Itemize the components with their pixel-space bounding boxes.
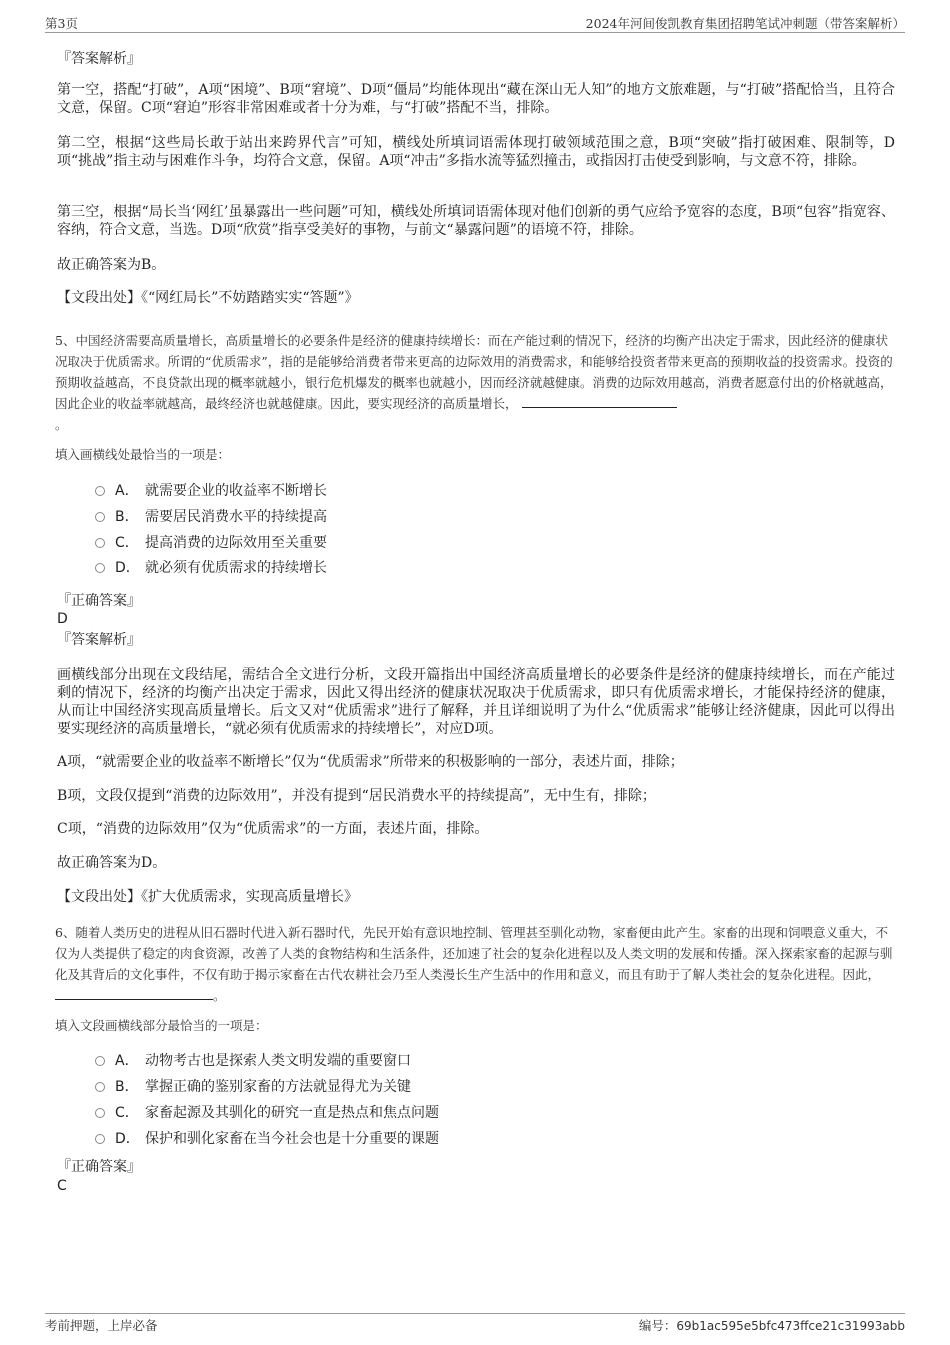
q6-correct-answer: C: [57, 1178, 67, 1194]
page-header: [45, 14, 905, 33]
q5-blank: [522, 393, 677, 408]
radio-icon[interactable]: [95, 1082, 105, 1092]
radio-icon[interactable]: [95, 538, 105, 548]
q5-analysis-para4: C项，“消费的边际效用”仅为“优质需求”的一方面，表述片面，排除。: [57, 821, 489, 837]
q4-analysis-para1: 第一空，搭配“打破”，A项“困境”、B项“窘境”、D项“僵局”均能体现出“藏在深山无人知”的地方文旅难题，与“打破”搭配恰当，且符合文意，保留。C项“窘迫”形容非常困难或者十分为难，与“打破”搭配不当，排除。: [57, 82, 895, 116]
page-footer: [45, 1313, 905, 1334]
q5-analysis-para3: B项，文段仅提到“消费的边际效用”，并没有提到“居民消费水平的持续提高”，无中生有，排除；: [57, 788, 656, 804]
q5-analysis-label: 『答案解析』: [57, 632, 141, 648]
q6-option-b[interactable]: B． 掌握正确的鉴别家畜的方法就显得尤为关键: [95, 1078, 411, 1096]
q6-stem-text: 6、随着人类历史的进程从旧石器时代进入新石器时代，先民开始有意识地控制、管理甚至驯化动物，家畜便由此产生。家畜的出现和饲喂意义重大，不仅为人类提供了稳定的肉食资源，改善了人类的食物结构和生活条件，还加速了社会的复杂化进程以及人类文明的发展和传播。深入探索家畜的起源与驯化及其背后的文化事件，不仅有助于揭示家畜在古代农耕社会乃至人类漫长生产生活中的作用和意义，而且有助于了解人类社会的复杂化进程。因此，: [55, 925, 893, 982]
radio-icon[interactable]: [95, 1108, 105, 1118]
q6-prompt: 填入文段画横线部分最恰当的一项是：: [55, 1018, 268, 1033]
q5-correct-label: 『正确答案』: [57, 593, 141, 609]
q6-stem: [55, 922, 897, 1006]
q5-option-c[interactable]: C． 提高消费的边际效用至关重要: [95, 534, 327, 552]
radio-icon[interactable]: [95, 563, 105, 573]
q5-conclusion: 故正确答案为D。: [57, 855, 167, 871]
q6-option-d[interactable]: D． 保护和驯化家畜在当今社会也是十分重要的课题: [95, 1130, 439, 1148]
footer-slogan: 考前押题，上岸必备: [45, 1318, 158, 1333]
q4-analysis-para3: 第三空，根据“局长当‘网红’虽暴露出一些问题”可知，横线处所填词语需体现对他们创新的勇气应给予宽容的态度，B项“包容”指宽容、容纳，符合文意，当选。D项“欣赏”指享受美好的事物，与前文“暴露问题”的语境不符，排除。: [57, 204, 895, 238]
q4-analysis-para2: 第二空，根据“这些局长敢于站出来跨界代言”可知，横线处所填词语需体现打破领域范围之意，B项“突破”指打破困难、限制等，D项“挑战”指主动与困难作斗争，均符合文意，保留。A项“冲击”多指水流等猛烈撞击，或指因打击使受到影响，与文意不符，排除。: [57, 135, 895, 169]
footer-code: [639, 1316, 905, 1334]
q5-option-b[interactable]: B． 需要居民消费水平的持续提高: [95, 508, 327, 526]
radio-icon[interactable]: [95, 486, 105, 496]
radio-icon[interactable]: [95, 1134, 105, 1144]
q5-analysis-para1: 画横线部分出现在文段结尾，需结合全文进行分析，文段开篇指出中国经济高质量增长的必要条件是经济的健康持续增长，而在产能过剩的情况下，经济的均衡产出决定于需求，因此又得出经济的健康状况取决于优质需求，即只有优质需求增长，才能保持经济的健康，从而让中国经济实现高质量增长。后文又对“优质需求”进行了解释，并且详细说明了为什么“优质需求”能够让经济健康，因此可以得出要实现经济的高质量增长，“就必须有优质需求的持续增长”，对应D项。: [57, 667, 895, 737]
q5-stem-text: 5、中国经济需要高质量增长，高质量增长的必要条件是经济的健康持续增长：而在产能过剩的情况下，经济的均衡产出决定于需求，因此经济的健康状况取决于优质需求。所谓的“优质需求”，指的是能够给消费者带来更高的边际效用的消费需求，和能够给投资者带来更高的预期收益的投资需求。投资的预期收益越高，不良贷款出现的概率就越小，银行危机爆发的概率也就越小，因而经济就越健康。消费的边际效用越高，消费者愿意付出的价格就越高，因此企业的收益率就越高，最终经济也就越健康。因此，要实现经济的高质量增长，: [55, 333, 893, 411]
q6-option-a[interactable]: A． 动物考古也是探索人类文明发端的重要窗口: [95, 1052, 411, 1070]
footer-code-label: 编号：: [638, 1318, 677, 1333]
document-title: 2024年河间俊凯教育集团招聘笔试冲刺题（带答案解析）: [585, 16, 905, 31]
page-number: 第3页: [45, 16, 78, 31]
q5-prompt: 填入画横线处最恰当的一项是：: [55, 447, 231, 462]
footer-code-value: 69b1ac595e5bfc473ffce21c31993abb: [676, 1319, 905, 1333]
q4-conclusion: 故正确答案为B。: [57, 257, 166, 273]
q5-option-d[interactable]: D． 就必须有优质需求的持续增长: [95, 559, 327, 577]
q4-source: 【文段出处】《“网红局长”不妨踏踏实实“答题”》: [57, 290, 359, 306]
q6-option-c[interactable]: C． 家畜起源及其驯化的研究一直是热点和焦点问题: [95, 1104, 439, 1122]
q5-analysis-para2: A项，“就需要企业的收益率不断增长”仅为“优质需求”所带来的积极影响的一部分，表述片面，排除；: [57, 754, 684, 770]
q5-stem: [55, 330, 897, 435]
q5-option-a[interactable]: A． 就需要企业的收益率不断增长: [95, 482, 327, 500]
q6-stem-end: 。: [213, 988, 226, 1003]
q4-analysis-label: 『答案解析』: [57, 51, 141, 67]
radio-icon[interactable]: [95, 1056, 105, 1066]
q5-correct-answer: D: [57, 611, 68, 627]
q5-source: 【文段出处】《扩大优质需求，实现高质量增长》: [57, 889, 358, 905]
q6-blank: [55, 985, 213, 1000]
radio-icon[interactable]: [95, 512, 105, 522]
q6-correct-label: 『正确答案』: [57, 1159, 141, 1175]
q5-stem-end: 。: [55, 417, 68, 432]
